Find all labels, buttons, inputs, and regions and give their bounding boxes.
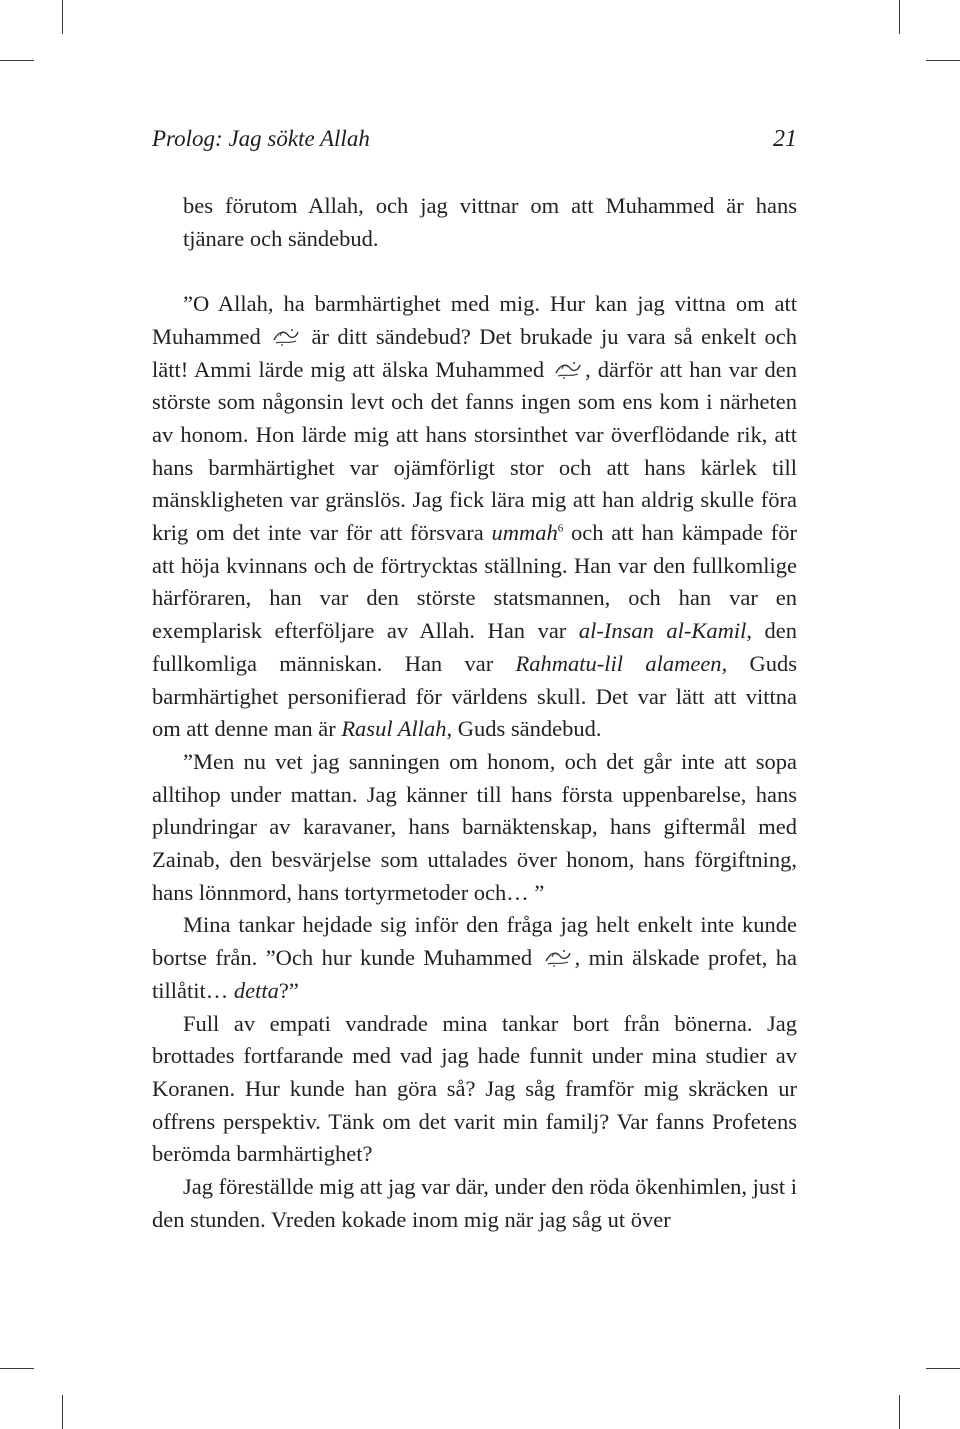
text-run: , Guds sändebud.: [446, 716, 602, 742]
text-run: och att han kämpade för att höja kvinnans och de förtrycktas ställning. Han var den fullkomlige härföraren, han var den störste statsmannen, och han var en exemplarisk efterföljare av Allah. Han var: [152, 520, 797, 644]
salawat-ligature-icon: [272, 326, 300, 346]
crop-mark: [0, 60, 34, 61]
crop-mark: [899, 1395, 900, 1429]
text-run: bes förutom Allah, och jag vittnar om att Muhammed är hans tjänare och sändebud.: [183, 193, 797, 251]
body-text: [152, 190, 797, 1236]
text-run: , därför att han var den störste som någonsin levt och det fanns ingen som ens kom i närheten av honom. Hon lärde mig att hans storsinthet var överflödande rik, att hans barmhärtighet var ojämförligt stor och att hans kärlek till mänskligheten var gränslös. Jag fick lära mig att han aldrig skulle föra krig om det inte var för att försvara: [152, 356, 797, 546]
crop-mark: [926, 60, 960, 61]
paragraph: [152, 288, 797, 746]
paragraph: [152, 1008, 797, 1172]
text-run: , den fullkomliga människan. Han var: [152, 618, 797, 676]
page-number: 21: [773, 126, 797, 152]
crop-mark: [926, 1368, 960, 1369]
paragraph: [152, 909, 797, 1007]
text-run: Full av empati vandrade mina tankar bort från bönerna. Jag brottades fortfarande med vad jag hade funnit under mina studier av Koranen. Hur kunde han göra så? Jag såg framför mig skräcken ur offrens perspektiv. Tänk om det varit min familj? Var fanns Profetens berömda barmhärtighet?: [152, 1010, 797, 1167]
text-run: Jag föreställde mig att jag var där, under den röda ökenhimlen, just i den stunden. Vreden kokade inom mig när jag såg ut över: [152, 1174, 797, 1232]
paragraph: [152, 1171, 797, 1236]
text-run: , Guds barmhärtighet personifierad för världens skull. Det var lätt att vittna om att denne man är: [152, 650, 797, 742]
italic-term: al-Insan al-Kamil: [578, 618, 747, 644]
paragraph: [152, 746, 797, 910]
text-run: ”O Allah, ha barmhärtighet med mig. Hur kan jag vittna om att Muhammed: [152, 291, 797, 349]
paragraph: [152, 190, 797, 255]
crop-mark: [62, 0, 63, 34]
italic-term: Rasul Allah: [341, 716, 447, 742]
italic-term: ummah: [491, 520, 558, 546]
footnote-marker: 6: [557, 522, 564, 535]
running-title: Prolog: Jag sökte Allah: [152, 126, 370, 151]
text-run: är ditt sändebud? Det brukade ju vara så enkelt och lätt! Ammi lärde mig att älska Muhammed: [152, 323, 797, 382]
text-run: ?”: [278, 977, 299, 1003]
text-run: ”Men nu vet jag sanningen om honom, och det går inte att sopa alltihop under mattan. Jag känner till hans första uppenbarelse, hans plundringar av karavaner, hans barnäktenskap, hans giftermål med Zainab, den besvärjelse som uttalades över honom, hans förgiftning, hans lönnmord, hans tortyrmetoder och… ”: [152, 748, 797, 905]
crop-mark: [0, 1368, 34, 1369]
italic-term: detta: [233, 977, 279, 1003]
text-run: Mina tankar hejdade sig inför den fråga jag helt enkelt inte kunde bortse från. ”Och hur kunde Muhammed: [152, 912, 797, 971]
text-run: , min älskade profet, ha tillåtit…: [152, 945, 797, 1003]
salawat-ligature-icon: [544, 947, 572, 967]
crop-mark: [899, 0, 900, 34]
crop-mark: [62, 1395, 63, 1429]
running-header: [152, 126, 797, 162]
italic-term: Rahmatu-lil alameen: [515, 650, 722, 676]
salawat-ligature-icon: [554, 359, 582, 379]
